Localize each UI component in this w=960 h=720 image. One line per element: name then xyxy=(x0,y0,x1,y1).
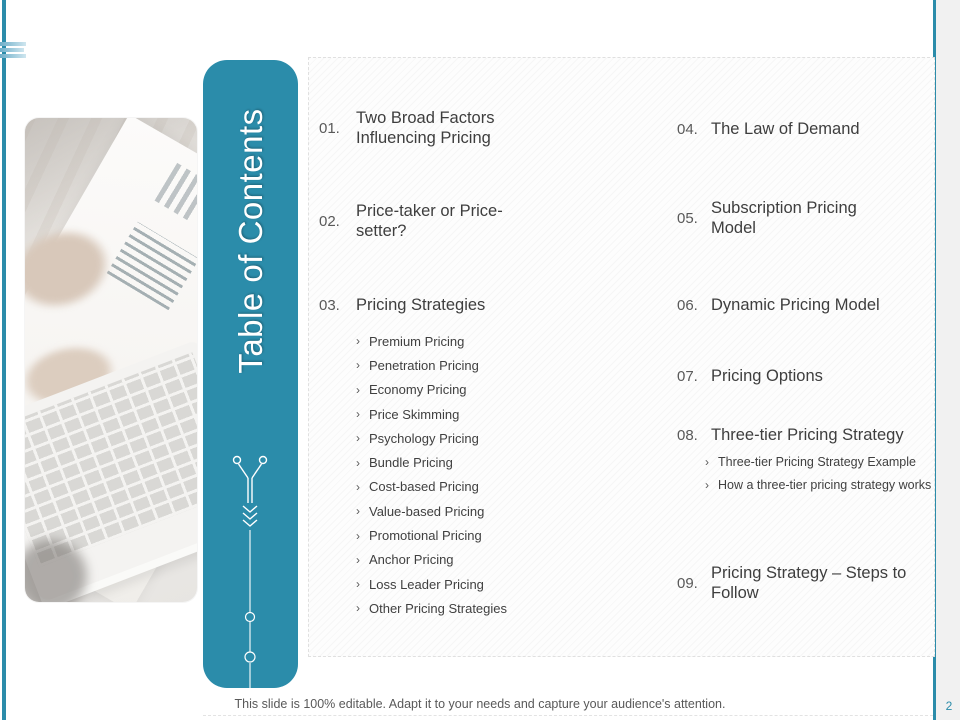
chevron-bullet-icon: › xyxy=(356,528,360,543)
chevron-bullet-icon: › xyxy=(356,552,360,567)
toc-subitem-label: Economy Pricing xyxy=(369,382,467,398)
toc-item-06[interactable] xyxy=(677,295,880,315)
forked-arrow-line-icon xyxy=(203,440,298,700)
toc-item-number: 07. xyxy=(677,367,698,385)
toc-item-title: Three-tier Pricing Strategy xyxy=(711,426,904,444)
footer-note: This slide is 100% editable. Adapt it to your needs and capture your audience's attention. xyxy=(234,697,726,711)
toc-subitem[interactable] xyxy=(705,451,931,474)
toc-subitem[interactable] xyxy=(356,548,507,572)
toc-subitem-label: Price Skimming xyxy=(369,406,460,422)
toc-subitem-label: Anchor Pricing xyxy=(369,552,454,568)
toc-subitem-label: Premium Pricing xyxy=(369,333,465,349)
toc-item-number: 01. xyxy=(319,119,340,137)
toc-item-title: The Law of Demand xyxy=(711,120,860,138)
toc-item-02[interactable] xyxy=(319,201,534,241)
left-accent-bar xyxy=(2,0,6,720)
toc-subitem-label: Penetration Pricing xyxy=(369,357,479,373)
toc-item-05[interactable] xyxy=(677,198,883,238)
chevron-bullet-icon: › xyxy=(356,334,360,349)
footer-divider xyxy=(203,715,933,716)
chevron-bullet-icon: › xyxy=(356,407,360,422)
toc-subitem-label: Cost-based Pricing xyxy=(369,479,479,495)
toc-item-number: 02. xyxy=(319,212,340,230)
toc-subitem[interactable] xyxy=(356,572,507,596)
toc-subitem-label: Loss Leader Pricing xyxy=(369,576,484,592)
toc-item-title: Dynamic Pricing Model xyxy=(711,296,880,314)
chevron-bullet-icon: › xyxy=(356,504,360,519)
toc-sublist-pricing-strategies xyxy=(356,329,507,621)
toc-sublist-three-tier xyxy=(705,451,931,497)
chevron-bullet-icon: › xyxy=(356,358,360,373)
stock-photo-hands-laptop xyxy=(25,118,197,602)
toc-item-number: 05. xyxy=(677,209,698,227)
toc-subitem[interactable] xyxy=(356,450,507,474)
toc-subitem-label: How a three-tier pricing strategy works xyxy=(718,478,932,493)
toc-subitem-label: Other Pricing Strategies xyxy=(369,600,508,616)
toc-subitem[interactable] xyxy=(356,353,507,377)
menu-icon-bar xyxy=(0,42,26,46)
toc-item-number: 06. xyxy=(677,296,698,314)
menu-icon-bar xyxy=(0,48,24,52)
toc-item-number: 04. xyxy=(677,120,698,138)
chevron-bullet-icon: › xyxy=(356,601,360,616)
toc-item-title: Subscription Pricing Model xyxy=(711,199,857,237)
chevron-bullet-icon: › xyxy=(356,479,360,494)
right-margin-strip xyxy=(936,0,960,720)
toc-item-title: Two Broad Factors Influencing Pricing xyxy=(356,109,495,147)
toc-item-09[interactable] xyxy=(677,563,916,603)
toc-item-title: Pricing Options xyxy=(711,367,823,385)
toc-subitem[interactable] xyxy=(356,499,507,523)
chevron-bullet-icon: › xyxy=(705,455,709,470)
toc-subitem[interactable] xyxy=(356,402,507,426)
chevron-bullet-icon: › xyxy=(356,382,360,397)
page-number: 2 xyxy=(945,699,953,713)
toc-subitem-label: Promotional Pricing xyxy=(369,528,482,544)
toc-subitem[interactable] xyxy=(356,523,507,547)
toc-item-number: 03. xyxy=(319,296,340,314)
toc-item-08[interactable] xyxy=(677,425,904,445)
menu-icon xyxy=(0,42,26,60)
page-title: Table of Contents xyxy=(232,108,269,374)
toc-subitem-label: Bundle Pricing xyxy=(369,455,453,471)
chevron-bullet-icon: › xyxy=(356,455,360,470)
toc-subitem-label: Value-based Pricing xyxy=(369,503,485,519)
table-of-contents-panel xyxy=(308,57,935,657)
toc-item-title: Pricing Strategies xyxy=(356,296,486,314)
toc-subitem[interactable] xyxy=(356,378,507,402)
toc-item-07[interactable] xyxy=(677,366,823,386)
toc-item-04[interactable] xyxy=(677,119,860,139)
toc-subitem[interactable] xyxy=(356,475,507,499)
toc-item-03[interactable] xyxy=(319,295,485,315)
toc-item-01[interactable] xyxy=(319,108,534,148)
toc-subitem-label: Three-tier Pricing Strategy Example xyxy=(718,455,916,470)
toc-item-title: Pricing Strategy – Steps to Follow xyxy=(711,564,907,602)
chevron-bullet-icon: › xyxy=(705,478,709,493)
toc-subitem[interactable] xyxy=(356,329,507,353)
toc-subitem-label: Psychology Pricing xyxy=(369,430,479,446)
toc-subitem[interactable] xyxy=(356,426,507,450)
chevron-bullet-icon: › xyxy=(356,577,360,592)
toc-item-number: 08. xyxy=(677,426,698,444)
toc-item-number: 09. xyxy=(677,574,698,592)
toc-subitem[interactable] xyxy=(705,474,931,497)
photo-shadow xyxy=(25,534,93,602)
chevron-bullet-icon: › xyxy=(356,431,360,446)
menu-icon-bar xyxy=(0,54,26,58)
toc-item-title: Price-taker or Price-setter? xyxy=(356,202,503,240)
toc-subitem[interactable] xyxy=(356,596,507,620)
